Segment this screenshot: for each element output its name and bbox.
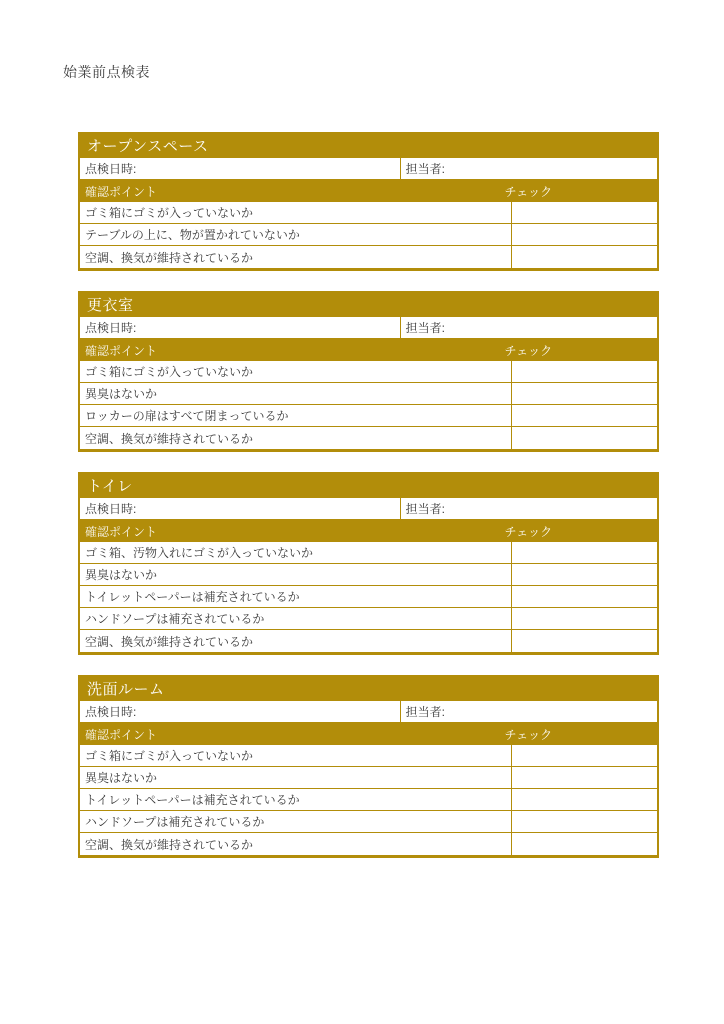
check-point-column-header: 確認ポイント [85,184,158,199]
check-point-text: テーブルの上に、物が置かれていないか [80,224,512,245]
section-header [80,132,657,158]
section-header [80,472,657,498]
meta-row [80,317,657,339]
column-header-row [80,339,657,361]
check-box-cell[interactable] [512,564,657,585]
meta-row [80,158,657,180]
checklist-row [80,630,657,652]
inspection-datetime-label: 点検日時: [85,162,137,176]
check-point-text: 空調、換気が維持されているか [80,427,512,449]
column-header-row [80,180,657,202]
check-point-text: トイレットペーパーは補充されているか [80,586,512,607]
check-box-cell[interactable] [512,586,657,607]
check-point-text: 空調、換気が維持されているか [80,246,512,268]
checklist-row [80,427,657,449]
checklist-row [80,405,657,427]
inspection-datetime-cell[interactable] [80,158,400,179]
meta-row [80,701,657,723]
checklist-items [80,745,657,855]
section-title: トイレ [87,477,133,495]
check-point-text: ゴミ箱にゴミが入っていないか [80,361,512,382]
section-table [78,291,659,452]
section-title: 更衣室 [87,296,134,314]
checklist-row [80,833,657,855]
check-column-header: チェック [504,184,553,199]
check-box-cell[interactable] [512,833,657,855]
check-box-cell[interactable] [512,608,657,629]
person-in-charge-cell[interactable] [400,317,657,338]
checklist-row [80,246,657,268]
check-column-header: チェック [504,727,553,742]
check-point-text: ゴミ箱、汚物入れにゴミが入っていないか [80,542,512,563]
check-point-column-header: 確認ポイント [85,727,158,742]
section-table [78,472,659,655]
section-title: オープンスペース [87,137,209,155]
check-box-cell[interactable] [512,202,657,223]
person-in-charge-label: 担当者: [405,162,445,176]
check-box-cell[interactable] [512,246,657,268]
check-box-cell[interactable] [512,542,657,563]
checklist-row [80,586,657,608]
check-point-text: 空調、換気が維持されているか [80,833,512,855]
check-point-text: 異臭はないか [80,564,512,585]
check-box-cell[interactable] [512,811,657,832]
check-point-text: ハンドソープは補充されているか [80,608,512,629]
check-point-text: ゴミ箱にゴミが入っていないか [80,202,512,223]
check-box-cell[interactable] [512,789,657,810]
check-column-header: チェック [504,524,553,539]
section-table [78,132,659,271]
person-in-charge-cell[interactable] [400,498,657,519]
check-point-text: 異臭はないか [80,383,512,404]
checklist-items [80,361,657,449]
inspection-datetime-cell[interactable] [80,498,400,519]
check-point-text: トイレットペーパーは補充されているか [80,789,512,810]
check-box-cell[interactable] [512,427,657,449]
check-point-text: ハンドソープは補充されているか [80,811,512,832]
checklist-row [80,811,657,833]
checklist-row [80,361,657,383]
person-in-charge-label: 担当者: [405,321,445,335]
checklist-items [80,202,657,268]
checklist-row [80,542,657,564]
checklist-row [80,564,657,586]
meta-row [80,498,657,520]
column-header-row [80,520,657,542]
column-header-row [80,723,657,745]
check-point-text: 空調、換気が維持されているか [80,630,512,652]
person-in-charge-label: 担当者: [405,502,445,516]
page-title: 始業前点検表 [63,64,150,80]
inspection-datetime-cell[interactable] [80,317,400,338]
checklist-items [80,542,657,652]
checklist-row [80,224,657,246]
checklist-row [80,789,657,811]
inspection-datetime-label: 点検日時: [85,502,137,516]
check-box-cell[interactable] [512,405,657,426]
section-table [78,675,659,858]
section-header [80,675,657,701]
section-title: 洗面ルーム [87,680,165,698]
checklist-sections [78,132,659,878]
checklist-row [80,767,657,789]
check-point-text: ゴミ箱にゴミが入っていないか [80,745,512,766]
check-box-cell[interactable] [512,630,657,652]
check-point-column-header: 確認ポイント [85,343,158,358]
check-box-cell[interactable] [512,383,657,404]
check-point-column-header: 確認ポイント [85,524,158,539]
inspection-datetime-cell[interactable] [80,701,400,722]
person-in-charge-cell[interactable] [400,701,657,722]
checklist-row [80,745,657,767]
check-box-cell[interactable] [512,361,657,382]
section-header [80,291,657,317]
check-column-header: チェック [504,343,553,358]
checklist-row [80,608,657,630]
person-in-charge-label: 担当者: [405,705,445,719]
check-box-cell[interactable] [512,745,657,766]
check-point-text: ロッカーの扉はすべて閉まっているか [80,405,512,426]
person-in-charge-cell[interactable] [400,158,657,179]
check-box-cell[interactable] [512,224,657,245]
inspection-datetime-label: 点検日時: [85,321,137,335]
check-box-cell[interactable] [512,767,657,788]
inspection-datetime-label: 点検日時: [85,705,137,719]
checklist-row [80,383,657,405]
checklist-row [80,202,657,224]
check-point-text: 異臭はないか [80,767,512,788]
